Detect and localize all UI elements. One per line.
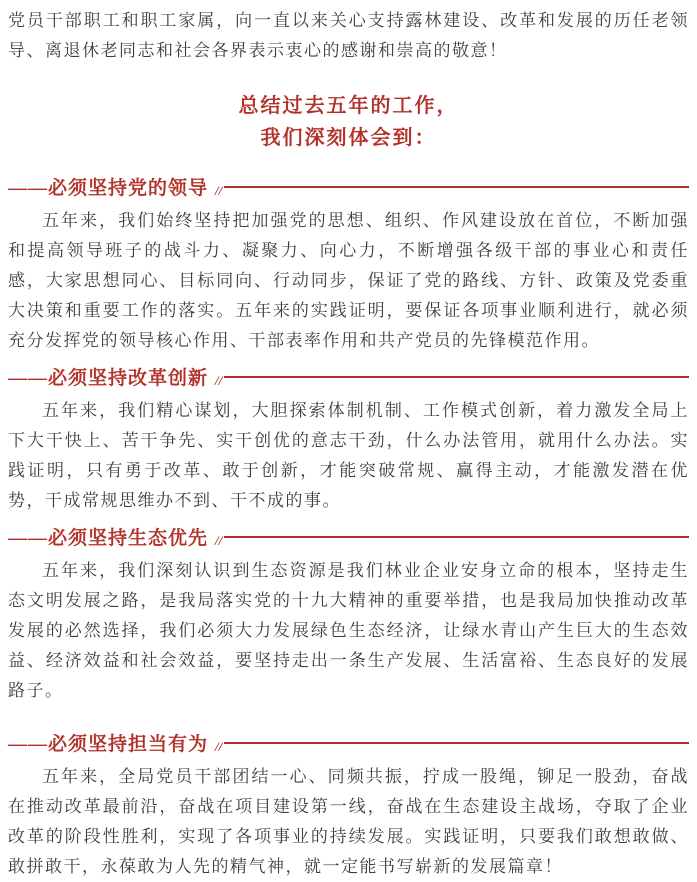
- section-paragraph: 五年来，全局党员干部团结一心、同频共振，拧成一股绳，铆足一股劲，奋战在推动改革最前沿，奋战在项目建设第一线，奋战在生态建设主战场，夺取了企业改革的阶段性胜利，实现了各项事业的持续发展。实践证明，只要我们敢想敢做、敢拼敢干，永葆敢为人先的精气神，就一定能书写崭新的发展篇章！: [8, 767, 689, 876]
- summary-heading-line1: 总结过去五年的工作，: [238, 95, 459, 117]
- section-rule-line: [224, 742, 689, 744]
- section-responsibility: [8, 730, 689, 882]
- section-header: [8, 524, 689, 548]
- double-slash-icon: //: [215, 373, 223, 388]
- double-slash-icon: //: [215, 739, 223, 754]
- section-header: [8, 174, 689, 198]
- section-paragraph: 五年来，我们精心谋划，大胆探索体制机制、工作模式创新，着力激发全局上下大干快上、苦干争先、实干创优的意志干劲，什么办法管用，就用什么办法。实践证明，只有勇于改革、敢于创新，才能突破常规、赢得主动，才能激发潜在优势，干成常规思维办不到、干不成的事。: [8, 401, 689, 510]
- double-slash-icon: //: [215, 533, 223, 548]
- summary-heading: [8, 90, 689, 154]
- section-header: [8, 730, 689, 754]
- section-header: [8, 364, 689, 388]
- section-ecology-first: [8, 524, 689, 706]
- section-title: ——必须坚持担当有为: [8, 733, 209, 755]
- section-rule-line: [224, 376, 689, 378]
- section-title: ——必须坚持改革创新: [8, 367, 209, 389]
- section-party-leadership: [8, 174, 689, 356]
- double-slash-icon: //: [215, 183, 223, 198]
- summary-heading-line2: 我们深刻体会到：: [260, 127, 437, 149]
- section-title: ——必须坚持生态优先: [8, 527, 209, 549]
- intro-paragraph: 党员干部职工和职工家属，向一直以来关心支持露林建设、改革和发展的历任老领导、离退休老同志和社会各界表示衷心的感谢和崇高的敬意！: [8, 11, 689, 60]
- section-paragraph: 五年来，我们始终坚持把加强党的思想、组织、作风建设放在首位，不断加强和提高领导班子的战斗力、凝聚力、向心力，不断增强各级干部的事业心和责任感，大家思想同心、目标同向、行动同步，保证了党的路线、方针、政策及党委重大决策和重要工作的落实。五年来的实践证明，要保证各项事业顺利进行，就必须充分发挥党的领导核心作用、干部表率作用和共产党员的先锋模范作用。: [8, 211, 689, 350]
- section-rule-line: [224, 186, 689, 188]
- section-rule-line: [224, 536, 689, 538]
- section-reform-innovation: [8, 364, 689, 516]
- section-paragraph: 五年来，我们深刻认识到生态资源是我们林业企业安身立命的根本，坚持走生态文明发展之路，是我局落实党的十九大精神的重要举措，也是我局加快推动改革发展的必然选择，我们必须大力发展绿色生态经济，让绿水青山产生巨大的生态效益、经济效益和社会效益，要坚持走出一条生产发展、生活富裕、生态良好的发展路子。: [8, 561, 689, 700]
- section-title: ——必须坚持党的领导: [8, 177, 209, 199]
